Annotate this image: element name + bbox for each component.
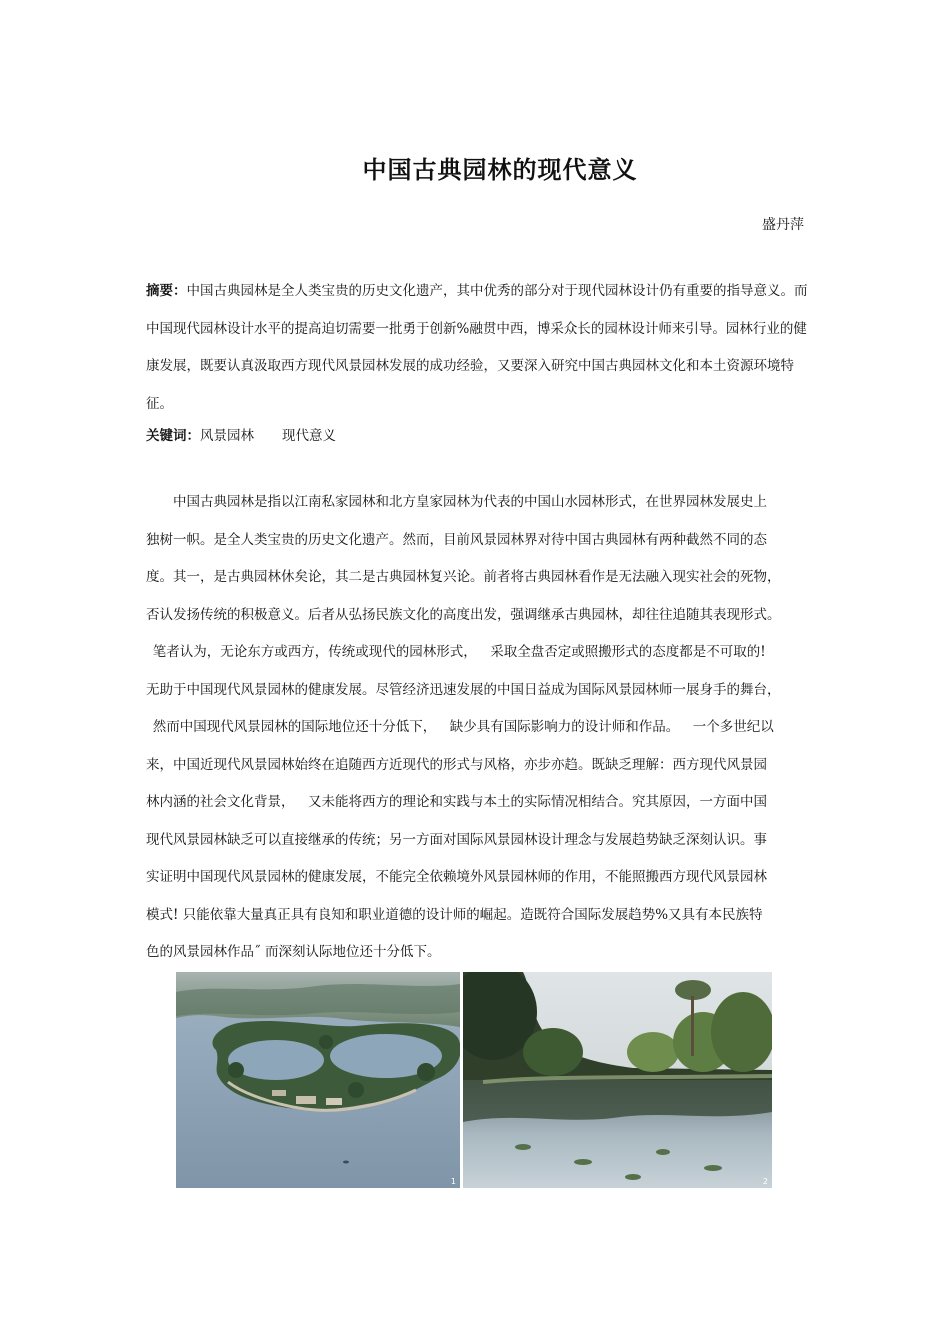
keywords (146, 424, 336, 448)
figure-number: 2 (762, 1177, 768, 1186)
keyword: 风景园林 (200, 428, 254, 444)
aerial-lake-island-photo (176, 972, 460, 1188)
page-title: 中国古典园林的现代意义 (362, 156, 638, 184)
keyword: 现代意义 (282, 428, 336, 444)
body-text: 中国古典园林是指以江南私家园林和北方皇家园林为代表的中国山水园林形式，在世界园林发展史上 独树一帜。是全人类宝贵的历史文化遗产。然而，目前风景园林界对待中国古典园林有两种截然不同的态 度。其一，是古典园林休矣论，其二是古典园林复兴论。前者将古典园林看作是无法融入现实社会的死物， 否认发扬传统的积极意义。后者从弘扬民族文化的高度出发，强调继承古典园林，却往往追随其表现形式。 笔者认为，无论东方或西方，传统或现代的园林形式， 采取全盘否定或照搬形式的态度都是不可取的! 无助于中国现代风景园林的健康发展。尽管经济迅速发展的中国日益成为国际风景园林师一展身手的舞台， 然而中国现代风景园林的国际地位还十分低下， 缺少具有国际影响力的设计师和作品。 一个多世纪以 来，中国近现代风景园林始终在追随西方近现代的形式与风格，亦步亦趋。既缺乏理解：西方现代风景园 林内涵的社会文化背景， 又未能将西方的理论和实践与本土的实际情况相结合。究其原因，一方面中国 现代风景园林缺乏可以直接继承的传统；另一方面对国际风景园林设计理念与发展趋势缺乏深刻认识。事 实证明中国现代风景园林的健康发展，不能完全依赖境外风景园林师的作用，不能照搬西方现代风景园林 模式! 只能依靠大量真正具有良知和职业道德的设计师的崛起。造既符合国际发展趋势%又具有本民族特 色的风景园林作品˝ 而深刻认际地位还十分低下。 (146, 494, 781, 960)
abstract-label: 摘要： (146, 283, 187, 299)
pond-with-trees-photo (463, 972, 772, 1188)
figure-photos (176, 972, 772, 1188)
keywords-label: 关键词： (146, 428, 200, 444)
figure-number: 1 (450, 1177, 456, 1186)
abstract (146, 273, 812, 423)
abstract-text: 中国古典园林是全人类宝贵的历史文化遗产，其中优秀的部分对于现代园林设计仍有重要的指导意义。而中国现代园林设计水平的提高迫切需要一批勇于创新%融贯中西，博采众长的园林设计师来引导。园林行业的健康发展，既要认真汲取西方现代风景园林发展的成功经验，又要深入研究中国古典园林文化和本土资源环境特征。 (146, 283, 808, 412)
author: 盛丹萍 (762, 217, 804, 233)
